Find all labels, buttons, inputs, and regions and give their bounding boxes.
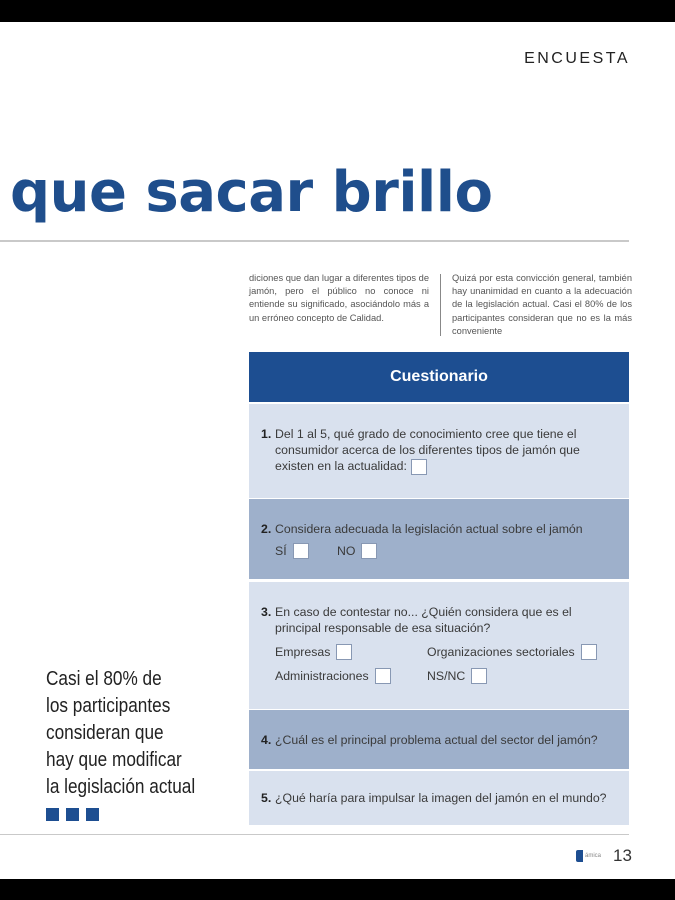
logo-icon <box>576 850 583 862</box>
question-number: 4. <box>261 732 272 747</box>
question-number: 2. <box>261 522 272 536</box>
headline: que sacar brillo <box>10 160 493 225</box>
question-number: 3. <box>261 605 272 619</box>
no-checkbox[interactable] <box>361 543 377 559</box>
bottom-rule <box>0 834 629 835</box>
pull-quote <box>46 666 209 801</box>
question-3 <box>249 582 629 709</box>
option-label: Administraciones <box>275 669 369 683</box>
pull-quote-line: hay que modificar <box>46 749 182 771</box>
option-checkbox[interactable] <box>471 668 487 684</box>
option-label: NS/NC <box>427 669 466 683</box>
option-checkbox[interactable] <box>581 644 597 660</box>
question-4 <box>249 710 629 769</box>
publication-logo <box>576 850 601 862</box>
yes-label: SÍ <box>275 544 287 558</box>
question-text: Del 1 al 5, qué grado de conocimiento cree que tiene el consumidor acerca de los diferentes tipos de jamón que existen en la actualidad: <box>275 427 580 473</box>
pull-quote-line: consideran que <box>46 722 164 744</box>
column-divider <box>440 274 441 336</box>
body-column-2: Quizá por esta convicción general, también hay unanimidad en cuanto a la adecuación de la legislación actual. Casi el 80% de los participantes consideran que no es la más conveniente <box>452 273 632 336</box>
pull-quote-line: Casi el 80% de <box>46 668 162 690</box>
no-label: NO <box>337 544 356 558</box>
section-label: ENCUESTA <box>524 50 630 67</box>
question-text: ¿Qué haría para impulsar la imagen del jamón en el mundo? <box>275 791 607 805</box>
question-text: En caso de contestar no... ¿Quién considera que es el principal responsable de esa situación? <box>275 605 572 635</box>
square-icon <box>46 808 59 821</box>
yes-checkbox[interactable] <box>293 543 309 559</box>
body-column-1: diciones que dan lugar a diferentes tipos de jamón, pero el público no conoce ni entiende su significado, asociándolo más a un erróneo concepto de Calidad. <box>249 273 429 323</box>
decorative-squares <box>46 808 99 821</box>
question-1 <box>249 404 629 498</box>
option-label: Empresas <box>275 645 331 659</box>
pull-quote-line: la legislación actual <box>46 776 196 798</box>
top-rule <box>0 240 629 242</box>
option-label: Organizaciones sectoriales <box>427 645 575 659</box>
page-number: 13 <box>613 846 632 865</box>
question-2 <box>249 499 629 579</box>
question-number: 1. <box>261 427 272 441</box>
answer-checkbox[interactable] <box>411 459 427 475</box>
question-text: ¿Cuál es el principal problema actual del sector del jamón? <box>275 732 598 747</box>
option-checkbox[interactable] <box>336 644 352 660</box>
pull-quote-line: los participantes <box>46 695 171 717</box>
question-5 <box>249 771 629 825</box>
questionnaire-title: Cuestionario <box>249 352 629 402</box>
square-icon <box>86 808 99 821</box>
question-number: 5. <box>261 791 272 805</box>
magazine-page <box>0 22 675 879</box>
question-text: Considera adecuada la legislación actual sobre el jamón <box>275 522 583 536</box>
logo-text: ámica <box>585 853 602 859</box>
square-icon <box>66 808 79 821</box>
option-checkbox[interactable] <box>375 668 391 684</box>
